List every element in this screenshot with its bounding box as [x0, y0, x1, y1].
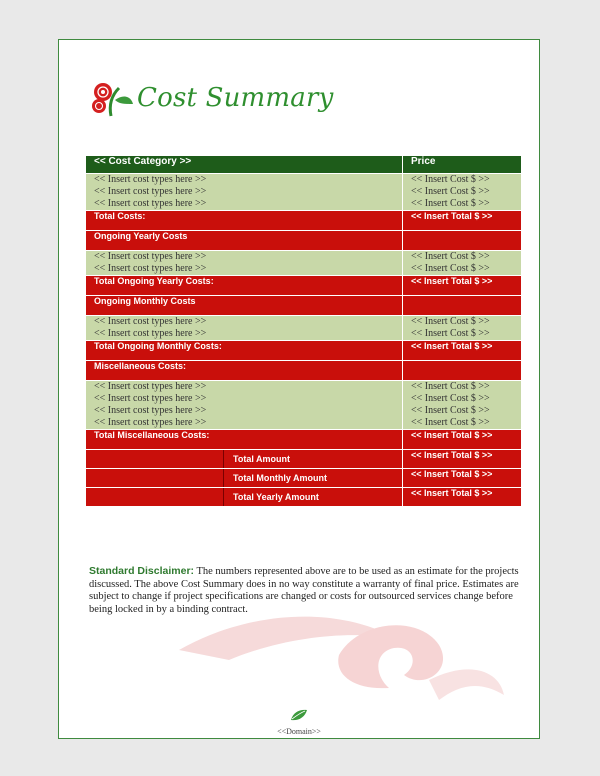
section-heading-empty: [403, 361, 522, 381]
cost-line: << Insert cost types here >>: [94, 174, 207, 185]
section-total-value: << Insert Total $ >>: [403, 276, 522, 296]
cost-items-row: [86, 251, 522, 276]
section-heading-empty: [403, 231, 522, 251]
section-total-value: << Insert Total $ >>: [403, 341, 522, 361]
cost-line: << Insert Cost $ >>: [411, 417, 490, 428]
section-total-row: [86, 430, 522, 450]
cost-values-cell: [403, 174, 522, 211]
disclaimer-label: Standard Disclaimer:: [89, 565, 195, 577]
rose-logo-icon: [89, 78, 135, 118]
leaf-icon: [290, 709, 308, 721]
grand-total-value: << Insert Total $ >>: [403, 450, 522, 469]
grand-total-label: Total Monthly Amount: [233, 473, 327, 483]
grand-total-label-cell: [86, 450, 403, 469]
cost-line: << Insert Cost $ >>: [411, 186, 490, 197]
page-title: Cost Summary: [137, 83, 334, 113]
footer-domain: <<Domain>>: [277, 727, 321, 736]
grand-total-row: [86, 450, 522, 469]
grand-total-row: [86, 469, 522, 488]
grand-total-label-cell: [86, 469, 403, 488]
section-total-row: [86, 276, 522, 296]
section-total-value: << Insert Total $ >>: [403, 211, 522, 231]
cost-summary-table: [85, 155, 522, 507]
cost-line: << Insert Cost $ >>: [411, 405, 490, 416]
cost-line: << Insert cost types here >>: [94, 186, 207, 197]
cost-types-cell: [86, 174, 403, 211]
section-heading-row: [86, 231, 522, 251]
cost-items-row: [86, 316, 522, 341]
section-heading-row: [86, 296, 522, 316]
cost-items-row: [86, 381, 522, 430]
grand-total-label-cell: [86, 488, 403, 507]
cost-line: << Insert cost types here >>: [94, 263, 207, 274]
section-heading: Ongoing Monthly Costs: [86, 296, 403, 316]
cost-line: << Insert cost types here >>: [94, 417, 207, 428]
grand-total-value: << Insert Total $ >>: [403, 488, 522, 507]
grand-total-blank: [86, 469, 224, 487]
cost-line: << Insert cost types here >>: [94, 393, 207, 404]
rose-watermark-icon: [169, 600, 509, 720]
document-header: [89, 78, 334, 118]
section-total-row: [86, 341, 522, 361]
category-column-header: << Cost Category >>: [86, 156, 403, 174]
grand-total-blank: [86, 488, 224, 506]
section-total-label: Total Costs:: [86, 211, 403, 231]
grand-total-row: [86, 488, 522, 507]
grand-total-label: Total Amount: [233, 454, 290, 464]
cost-line: << Insert cost types here >>: [94, 316, 207, 327]
cost-line: << Insert Cost $ >>: [411, 316, 490, 327]
price-column-header: Price: [403, 156, 522, 174]
table-header-row: [86, 156, 522, 174]
cost-items-row: [86, 174, 522, 211]
cost-line: << Insert cost types here >>: [94, 405, 207, 416]
cost-line: << Insert Cost $ >>: [411, 328, 490, 339]
cost-line: << Insert Cost $ >>: [411, 174, 490, 185]
cost-line: << Insert cost types here >>: [94, 198, 207, 209]
section-heading: Miscellaneous Costs:: [86, 361, 403, 381]
section-total-label: Total Miscellaneous Costs:: [86, 430, 403, 450]
cost-types-cell: [86, 316, 403, 341]
cost-values-cell: [403, 316, 522, 341]
section-heading-empty: [403, 296, 522, 316]
cost-line: << Insert Cost $ >>: [411, 198, 490, 209]
cost-values-cell: [403, 251, 522, 276]
cost-line: << Insert cost types here >>: [94, 328, 207, 339]
cost-line: << Insert Cost $ >>: [411, 381, 490, 392]
section-total-label: Total Ongoing Monthly Costs:: [86, 341, 403, 361]
grand-total-label: Total Yearly Amount: [233, 492, 319, 502]
footer: [59, 708, 539, 736]
document-page: [58, 39, 540, 739]
cost-line: << Insert Cost $ >>: [411, 251, 490, 262]
section-heading: Ongoing Yearly Costs: [86, 231, 403, 251]
cost-values-cell: [403, 381, 522, 430]
cost-types-cell: [86, 381, 403, 430]
cost-line: << Insert Cost $ >>: [411, 393, 490, 404]
disclaimer-text: The numbers represented above are to be used as an estimate for the projects discussed. The above Cost Summary does in no way constitute a warranty of final price. Estimates are subject to change if project specifications are changed or costs for outsourced services change before being locked in by a binding contract.: [89, 566, 519, 615]
section-heading-row: [86, 361, 522, 381]
section-total-value: << Insert Total $ >>: [403, 430, 522, 450]
cost-line: << Insert Cost $ >>: [411, 263, 490, 274]
section-total-label: Total Ongoing Yearly Costs:: [86, 276, 403, 296]
section-total-row: [86, 211, 522, 231]
cost-line: << Insert cost types here >>: [94, 251, 207, 262]
grand-total-value: << Insert Total $ >>: [403, 469, 522, 488]
cost-types-cell: [86, 251, 403, 276]
cost-line: << Insert cost types here >>: [94, 381, 207, 392]
grand-total-blank: [86, 450, 224, 468]
disclaimer: [89, 565, 519, 616]
